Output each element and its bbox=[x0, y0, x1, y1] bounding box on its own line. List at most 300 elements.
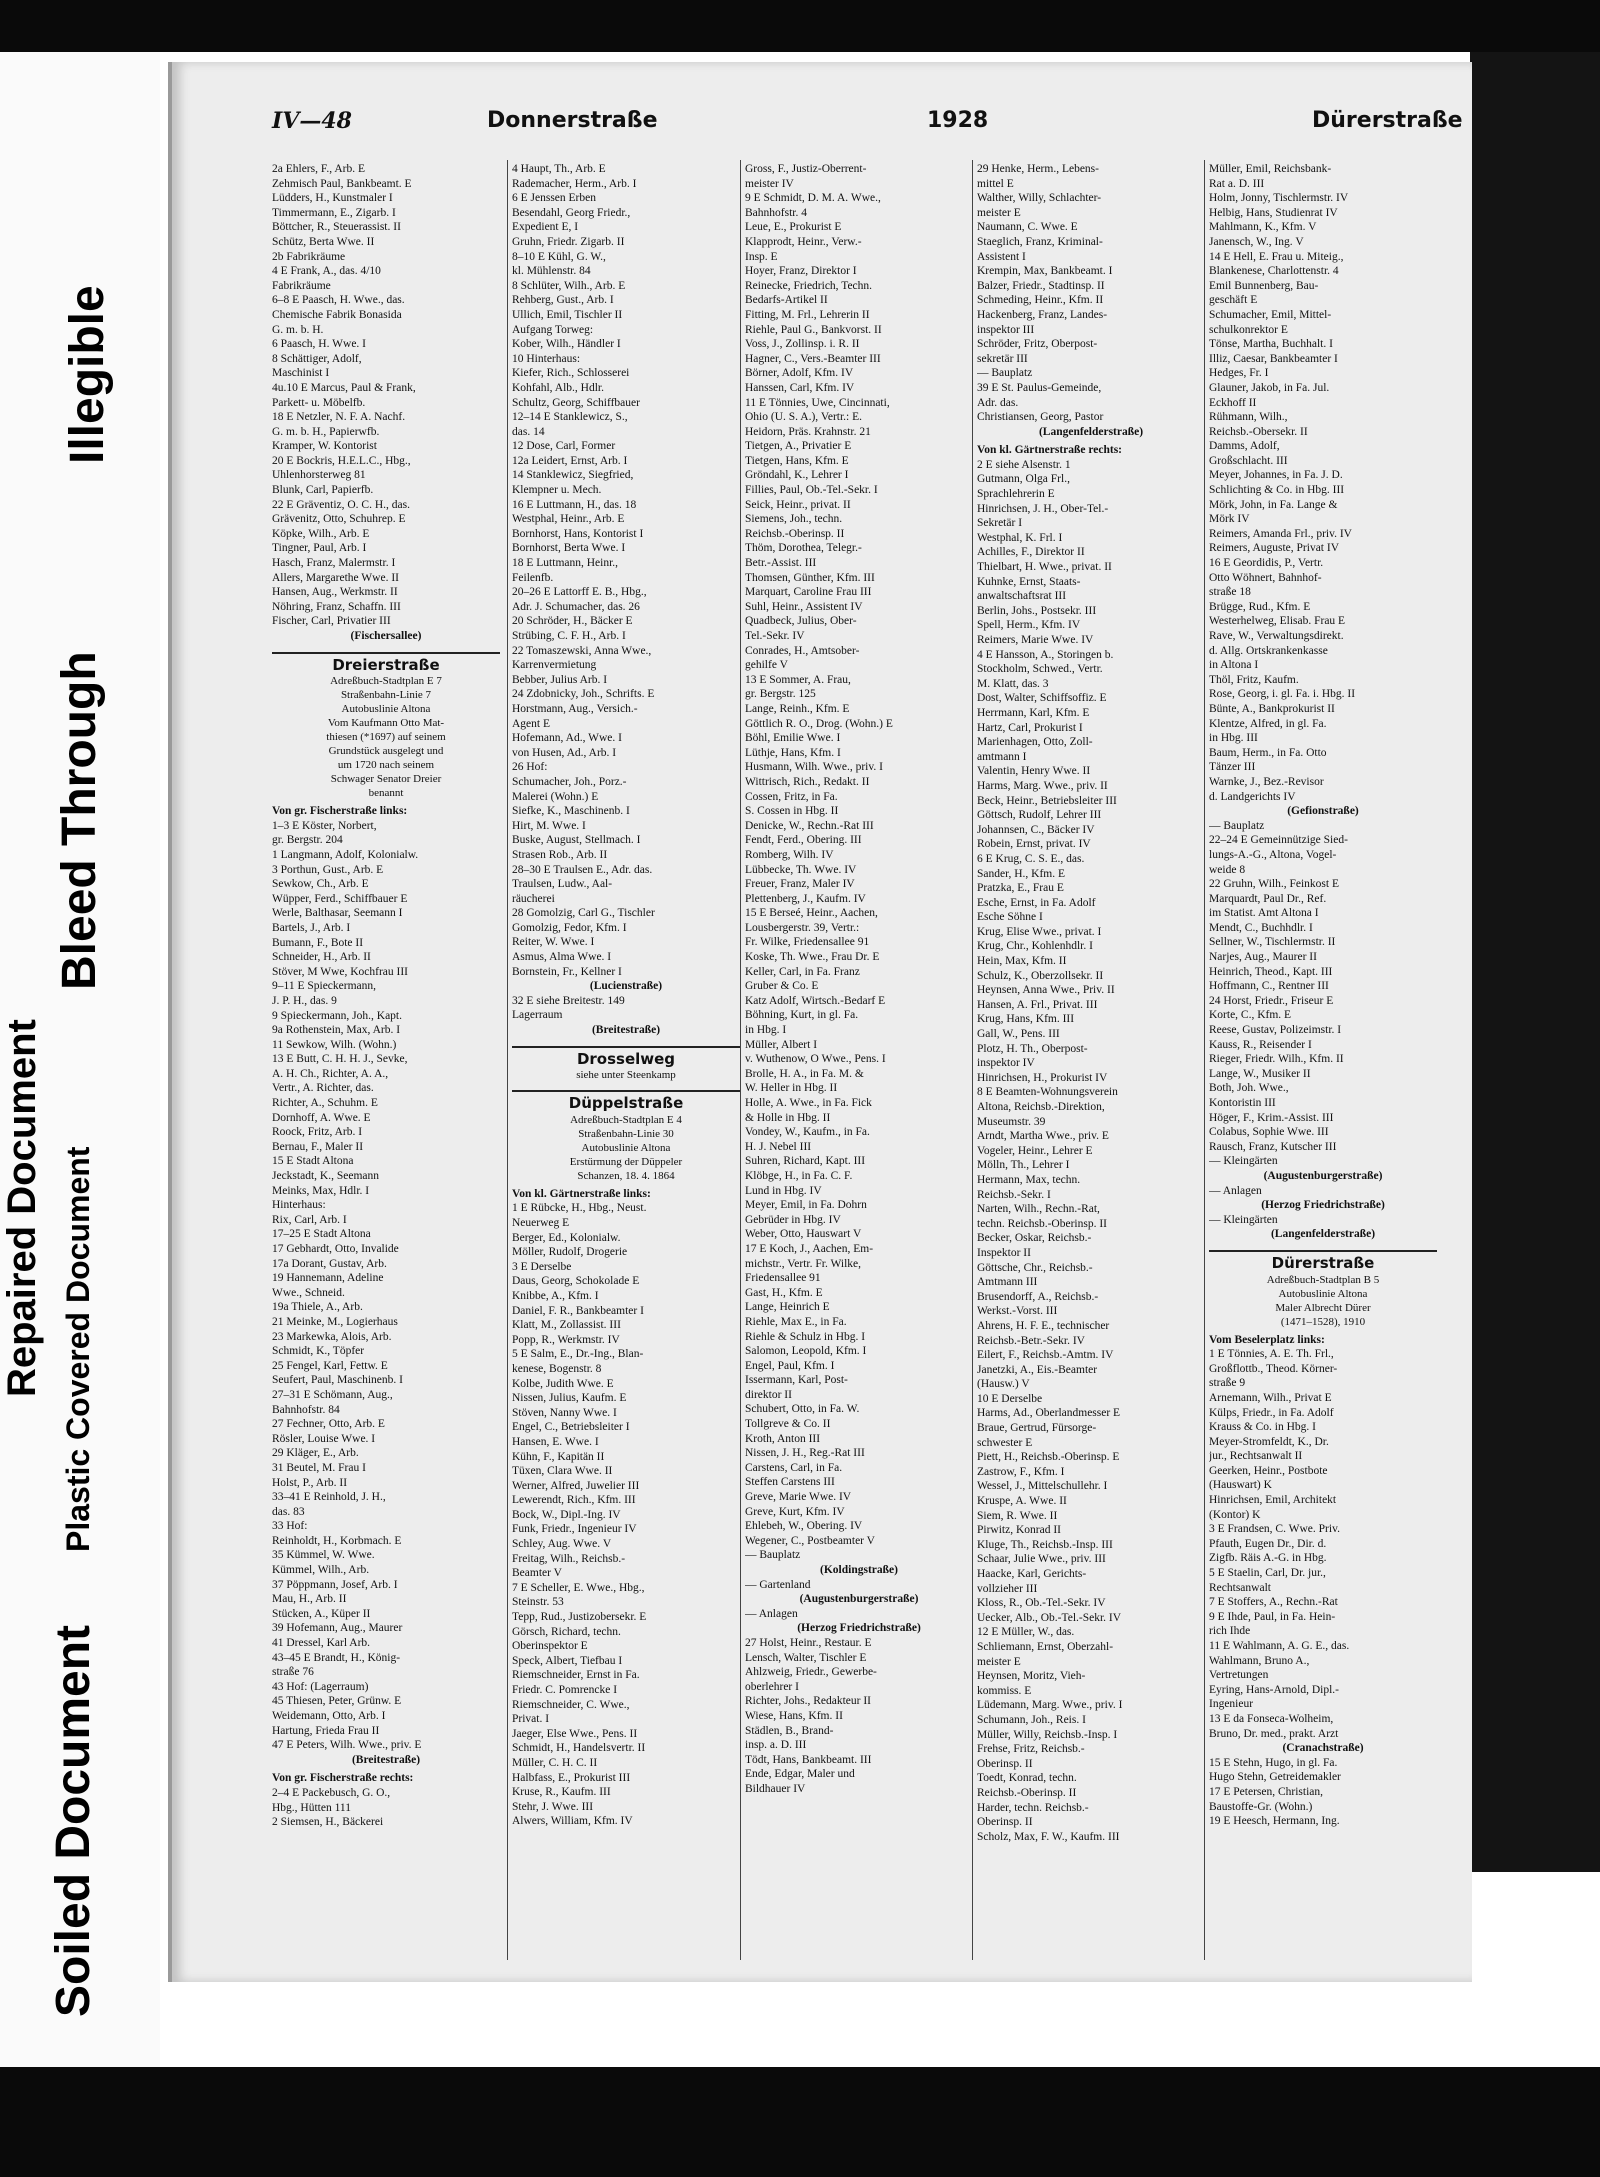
directory-entry: Wwe., Schneid. bbox=[272, 1286, 345, 1299]
directory-entry: Suhl, Heinr., Assistent IV bbox=[745, 600, 863, 613]
directory-entry: 16 E Luttmann, H., das. 18 bbox=[512, 498, 637, 511]
directory-entry: Malerei (Wohn.) E bbox=[512, 790, 599, 803]
directory-entry: Jaeger, Else Wwe., Pens. II bbox=[512, 1727, 638, 1740]
directory-entry: Börner, Adolf, Kfm. IV bbox=[745, 367, 854, 380]
directory-entry: Schumann, Joh., Reis. I bbox=[977, 1713, 1086, 1726]
directory-entry: Schultz, Georg, Schiffbauer bbox=[512, 396, 640, 409]
directory-entry: Rösler, Louise Wwe. I bbox=[272, 1432, 376, 1445]
directory-entry: & Holle in Hbg. II bbox=[745, 1111, 831, 1124]
directory-entry: 17–25 E Stadt Altona bbox=[272, 1228, 371, 1241]
directory-entry: Janensch, W., Ing. V bbox=[1209, 235, 1304, 248]
directory-entry: Reese, Gustav, Polizeimstr. I bbox=[1209, 1024, 1342, 1037]
directory-entry: 41 Dressel, Karl Arb. bbox=[272, 1637, 371, 1650]
directory-entry: Christiansen, Georg, Pastor bbox=[977, 411, 1104, 424]
directory-entry: (Augustenburgerstraße) bbox=[1263, 1169, 1383, 1182]
directory-entry: 6 E Jenssen Erben bbox=[512, 192, 596, 205]
header-right-street: Dürerstraße bbox=[1312, 108, 1463, 133]
directory-entry: Lund in Hbg. IV bbox=[745, 1184, 822, 1197]
directory-entry: Gebrüder in Hbg. IV bbox=[745, 1213, 841, 1226]
directory-entry: Maschinist I bbox=[272, 367, 330, 380]
directory-entry: mittel E bbox=[977, 177, 1014, 190]
directory-entry: Ohio (U. S. A.), Vertr.: E. bbox=[745, 411, 863, 424]
directory-entry: Oberinsp. II bbox=[977, 1816, 1033, 1829]
directory-entry: von Husen, Ad., Arb. I bbox=[512, 746, 617, 759]
directory-entry: Reiter, W. Wwe. I bbox=[512, 936, 595, 949]
directory-entry: Stockholm, Schwed., Vertr. bbox=[977, 663, 1103, 676]
directory-entry: 27 Fechner, Otto, Arb. E bbox=[272, 1418, 385, 1431]
directory-entry: Von kl. Gärtnerstraße links: bbox=[512, 1187, 651, 1200]
directory-entry: 31 Beutel, M. Frau I bbox=[272, 1461, 366, 1474]
directory-entry: Rausch, Franz, Kutscher III bbox=[1209, 1140, 1337, 1153]
directory-entry: Sekretär I bbox=[977, 517, 1023, 530]
directory-entry: Tollgreve & Co. II bbox=[745, 1418, 831, 1431]
directory-entry: Kruspe, A. Wwe. II bbox=[977, 1495, 1067, 1508]
directory-entry: Fillies, Paul, Ob.-Tel.-Sekr. I bbox=[745, 484, 878, 497]
directory-entry: M. Klatt, das. 3 bbox=[977, 677, 1049, 690]
directory-entry: Glauner, Jakob, in Fa. Jul. bbox=[1209, 381, 1330, 394]
directory-entry: Reimers, Auguste, Privat IV bbox=[1209, 542, 1339, 555]
directory-entry: Marquardt, Paul Dr., Ref. bbox=[1209, 892, 1327, 905]
directory-entry: A. H. Ch., Richter, A. A., bbox=[272, 1067, 389, 1080]
directory-entry: Thomsen, Günther, Kfm. III bbox=[745, 571, 875, 584]
directory-entry: Meinks, Max, Hdlr. I bbox=[272, 1184, 370, 1197]
condition-labels bbox=[0, 52, 160, 2067]
directory-entry: sekretär III bbox=[977, 352, 1028, 365]
directory-entry: schulkonrektor E bbox=[1209, 323, 1288, 336]
street-info: Schwager Senator Dreier bbox=[330, 773, 442, 786]
directory-entry: Hirt, M. Wwe. I bbox=[512, 819, 586, 832]
directory-entry: Tietgen, A., Privatier E bbox=[745, 440, 852, 453]
directory-entry: 4 Haupt, Th., Arb. E bbox=[512, 163, 606, 175]
directory-entry: Cossen, Fritz, in Fa. bbox=[745, 790, 838, 803]
directory-entry: Tönse, Martha, Buchhalt. I bbox=[1209, 338, 1333, 351]
directory-entry: Gruber & Co. E bbox=[745, 980, 819, 993]
directory-entry: Meyer, Johannes, in Fa. J. D. bbox=[1209, 469, 1343, 482]
directory-entry: 9a Rothenstein, Max, Arb. I bbox=[272, 1024, 401, 1037]
directory-entry: S. Cossen in Hbg. II bbox=[745, 805, 839, 818]
directory-entry: Museumstr. 39 bbox=[977, 1115, 1046, 1128]
directory-entry: Toedt, Konrad, techn. bbox=[977, 1772, 1077, 1785]
street-info: um 1720 nach seinem bbox=[337, 759, 435, 772]
directory-entry: schwester E bbox=[977, 1436, 1033, 1449]
directory-entry: 29 Henke, Herm., Lebens- bbox=[977, 163, 1099, 175]
directory-entry: Thöl, Fritz, Kaufm. bbox=[1209, 673, 1299, 686]
directory-entry: 15 E Stadt Altona bbox=[272, 1155, 354, 1168]
directory-entry: Suhren, Richard, Kapt. III bbox=[745, 1155, 866, 1168]
directory-entry: 20–26 E Lattorff E. B., Hbg., bbox=[512, 586, 647, 599]
directory-entry: Romberg, Wilh. IV bbox=[745, 848, 834, 861]
directory-entry: Halbfass, E., Prokurist III bbox=[512, 1771, 631, 1784]
directory-entry: in Hbg. III bbox=[1209, 732, 1258, 745]
directory-entry: Piett, H., Reichsb.-Oberinsp. E bbox=[977, 1451, 1120, 1464]
directory-entry: Schumacher, Joh., Porz.- bbox=[512, 775, 627, 788]
directory-entry: kl. Mühlenstr. 84 bbox=[512, 265, 591, 278]
directory-entry: 5 E Staelin, Carl, Dr. jur., bbox=[1209, 1567, 1326, 1580]
directory-entry: Staeglich, Franz, Kriminal- bbox=[977, 235, 1103, 248]
directory-entry: 6 E Krug, C. S. E., das. bbox=[977, 852, 1085, 865]
directory-entry: Besendahl, Georg Friedr., bbox=[512, 206, 631, 219]
directory-entry: Johannsen, C., Bäcker IV bbox=[977, 823, 1095, 836]
directory-entry: 29 Kläger, E., Arb. bbox=[272, 1447, 359, 1460]
street-info: Straßenbahn-Linie 30 bbox=[578, 1127, 674, 1140]
directory-entry: 25 Fengel, Karl, Fettw. E bbox=[272, 1359, 388, 1372]
directory-entry: Schmidt, H., Handelsvertr. II bbox=[512, 1742, 646, 1755]
directory-entry: 2 E siehe Alsenstr. 1 bbox=[977, 458, 1071, 471]
directory-entry: (Breitestraße) bbox=[591, 1024, 661, 1037]
directory-entry: Kloss, R., Ob.-Tel.-Sekr. IV bbox=[977, 1597, 1106, 1610]
directory-entry: Holst, P., Arb. II bbox=[272, 1476, 348, 1489]
directory-entry: Hofemann, Ad., Wwe. I bbox=[512, 732, 622, 745]
directory-entry: Gröndahl, K., Lehrer I bbox=[745, 469, 849, 482]
directory-entry: Plettenberg, J., Kaufm. IV bbox=[745, 892, 866, 905]
directory-entry: (Herzog Friedrichstraße) bbox=[797, 1622, 921, 1635]
directory-entry: Achilles, F., Direktor II bbox=[977, 546, 1085, 559]
directory-entry: 39 Hofemann, Aug., Maurer bbox=[272, 1622, 403, 1635]
directory-entry: Rechtsanwalt bbox=[1209, 1581, 1271, 1594]
directory-entry: Vogeler, Heinr., Lehrer E bbox=[977, 1144, 1093, 1157]
directory-entry: Gomolzig, Fedor, Kfm. I bbox=[512, 921, 627, 934]
directory-entry: Oberinsp. II bbox=[977, 1757, 1033, 1770]
directory-entry: 14 E Hell, E. Frau u. Miteig., bbox=[1209, 250, 1344, 263]
directory-entry: Berger, Ed., Kolonialw. bbox=[512, 1231, 621, 1244]
directory-entry: Riehle, Paul G., Bankvorst. II bbox=[745, 323, 882, 336]
directory-entry: Siem, R. Wwe. II bbox=[977, 1509, 1058, 1522]
directory-entry: Vertr., A. Richter, das. bbox=[272, 1082, 374, 1095]
label-bleed-through: Bleed Through bbox=[53, 651, 106, 990]
directory-entry: Betr.-Assist. III bbox=[745, 557, 817, 570]
directory-entry: Reichsb.-Oberinsp. II bbox=[977, 1786, 1077, 1799]
directory-entry: Bumann, F., Bote II bbox=[272, 936, 364, 949]
directory-entry: Tänzer III bbox=[1209, 761, 1256, 774]
directory-entry: Hartung, Frieda Frau II bbox=[272, 1724, 380, 1737]
directory-entry: Adr. J. Schumacher, das. 26 bbox=[512, 600, 640, 613]
directory-entry: vollzieher III bbox=[977, 1582, 1038, 1595]
directory-entry: Allers, Margarethe Wwe. II bbox=[272, 571, 399, 584]
directory-entry: weide 8 bbox=[1209, 863, 1246, 876]
directory-entry: 18 E Luttmann, Heinr., bbox=[512, 557, 619, 570]
directory-entry: Rademacher, Herm., Arb. I bbox=[512, 177, 637, 190]
directory-entry: Harms, Marg. Wwe., priv. II bbox=[977, 779, 1108, 792]
directory-entry: Klatt, M., Zollassist. III bbox=[512, 1319, 621, 1332]
directory-entry: Hoyer, Franz, Direktor I bbox=[745, 265, 857, 278]
street-info: siehe unter Steenkamp bbox=[576, 1069, 676, 1082]
directory-entry: 11 E Tönnies, Uwe, Cincinnati, bbox=[745, 396, 890, 409]
directory-entry: Reimers, Marie Wwe. IV bbox=[977, 634, 1094, 646]
scan-border-top bbox=[0, 0, 1600, 52]
directory-entry: Stehr, J. Wwe. III bbox=[512, 1800, 594, 1813]
directory-entry: — Bauplatz bbox=[977, 367, 1033, 380]
directory-entry: Privat. I bbox=[512, 1713, 550, 1726]
directory-entry: Arndt, Martha Wwe., priv. E bbox=[977, 1130, 1109, 1143]
directory-entry: Müller, Willy, Reichsb.-Insp. I bbox=[977, 1728, 1118, 1741]
directory-entry: 13 E Sommer, A. Frau, bbox=[745, 673, 851, 686]
directory-entry: Krug, Chr., Kohlenhdlr. I bbox=[977, 940, 1093, 953]
directory-entry: Klapprodt, Heinr., Verw.- bbox=[745, 235, 862, 248]
directory-entry: Sellner, W., Tischlermstr. II bbox=[1209, 936, 1336, 949]
directory-entry: Hoffmann, C., Rentner III bbox=[1209, 980, 1329, 993]
directory-entry: 18 E Netzler, N. F. A. Nachf. bbox=[272, 411, 406, 424]
directory-entry: Rühmann, Wilh., bbox=[1209, 411, 1288, 424]
street-info: Autobuslinie Altona bbox=[581, 1141, 671, 1154]
directory-entry: 19 E Heesch, Hermann, Ing. bbox=[1209, 1815, 1340, 1828]
directory-entry: Jeckstadt, K., Seemann bbox=[272, 1170, 379, 1183]
directory-entry: Schmeding, Heinr., Kfm. II bbox=[977, 294, 1104, 307]
directory-entry: 8 Schlüter, Wilh., Arb. E bbox=[512, 279, 626, 292]
directory-entry: (Fischersallee) bbox=[350, 630, 422, 642]
directory-entry: Tödt, Hans, Bankbeamt. III bbox=[745, 1753, 872, 1766]
directory-entry: Freitag, Wilh., Reichsb.- bbox=[512, 1552, 626, 1565]
directory-entry: Göttlich R. O., Drog. (Wohn.) E bbox=[745, 717, 893, 730]
directory-entry: Rehberg, Gust., Arb. I bbox=[512, 294, 614, 307]
directory-entry: Keller, Carl, in Fa. Franz bbox=[745, 965, 860, 978]
directory-entry: Nissen, J. H., Reg.-Rat III bbox=[745, 1447, 865, 1460]
directory-entry: Amtmann III bbox=[977, 1276, 1038, 1289]
directory-entry: Hartz, Carl, Prokurist I bbox=[977, 721, 1083, 734]
directory-entry: 19 Hannemann, Adeline bbox=[272, 1272, 384, 1285]
header-year: 1928 bbox=[927, 108, 989, 133]
street-title: Dürerstraße bbox=[1209, 1250, 1437, 1271]
directory-entry: 43 Hof: (Lagerraum) bbox=[272, 1680, 369, 1693]
directory-entry: Wegener, C., Postbeamter V bbox=[745, 1534, 875, 1547]
directory-entry: Issermann, Karl, Post- bbox=[745, 1374, 848, 1387]
directory-entry: 39 E St. Paulus-Gemeinde, bbox=[977, 381, 1102, 394]
directory-entry: Hbg., Hütten 111 bbox=[272, 1801, 352, 1814]
directory-entry: Freuer, Franz, Maler IV bbox=[745, 878, 855, 891]
directory-entry: 20 Schröder, H., Bäcker E bbox=[512, 615, 633, 628]
directory-entry: Riehle, Max E., in Fa. bbox=[745, 1315, 847, 1328]
label-illegible: Illegible bbox=[61, 285, 114, 464]
directory-entry: Mörk, John, in Fa. Lange & bbox=[1209, 498, 1338, 511]
street-info: Schanzen, 18. 4. 1864 bbox=[577, 1169, 675, 1182]
directory-entry: Scholz, Max, F. W., Kaufm. III bbox=[977, 1830, 1120, 1843]
directory-entry: 7 E Stoffers, A., Rechn.-Rat bbox=[1209, 1596, 1338, 1609]
directory-entry: Korte, C., Kfm. E bbox=[1209, 1009, 1292, 1022]
directory-entry: d. Allg. Ortskrankenkasse bbox=[1209, 644, 1328, 657]
directory-entry: Kühn, F., Kapitän II bbox=[512, 1450, 605, 1463]
directory-entry: 6–8 E Paasch, H. Wwe., das. bbox=[272, 294, 405, 307]
directory-entry: Nissen, Julius, Kaufm. E bbox=[512, 1392, 627, 1405]
directory-entry: Braue, Gertrud, Fürsorge- bbox=[977, 1422, 1097, 1435]
directory-entry: 13 E Butt, C. H. H. J., Sevke, bbox=[272, 1053, 408, 1066]
directory-entry: Beck, Heinr., Betriebsleiter III bbox=[977, 794, 1117, 807]
directory-entry: 10 E Derselbe bbox=[977, 1392, 1043, 1405]
street-info: Adreßbuch-Stadtplan E 4 bbox=[570, 1113, 682, 1126]
directory-entry: Helbig, Hans, Studienrat IV bbox=[1209, 206, 1338, 219]
directory-entry: Lüdemann, Marg. Wwe., priv. I bbox=[977, 1699, 1123, 1712]
directory-entry: oberlehrer I bbox=[745, 1680, 799, 1693]
directory-entry: 1 E Rübcke, H., Hbg., Neust. bbox=[512, 1202, 647, 1215]
directory-entry: Alwers, William, Kfm. IV bbox=[512, 1815, 633, 1828]
directory-entry: Brügge, Rud., Kfm. E bbox=[1209, 600, 1311, 613]
directory-entry: Roock, Fritz, Arb. I bbox=[272, 1126, 363, 1139]
directory-entry: Lange, W., Musiker II bbox=[1209, 1067, 1311, 1080]
directory-entry: Lewerendt, Rich., Kfm. III bbox=[512, 1494, 636, 1507]
directory-entry: W. Heller in Hbg. II bbox=[745, 1082, 838, 1095]
directory-entry: Kümmel, Wilh., Arb. bbox=[272, 1564, 370, 1577]
directory-entry: Reichsb.-Obersekr. II bbox=[1209, 425, 1308, 438]
column-rule bbox=[507, 160, 508, 1960]
directory-entry: 2a Ehlers, F., Arb. E bbox=[272, 163, 365, 175]
directory-entry: Ingenieur bbox=[1209, 1698, 1254, 1711]
directory-entry: Ahlzweig, Friedr., Gewerbe- bbox=[745, 1666, 877, 1679]
directory-entry: Uhlenhorsterweg 81 bbox=[272, 469, 366, 482]
directory-entry: Husmann, Wilh. Wwe., priv. I bbox=[745, 761, 883, 774]
directory-entry: Rieger, Friedr. Wilh., Kfm. II bbox=[1209, 1053, 1344, 1066]
directory-entry: Riemschneider, C. Wwe., bbox=[512, 1698, 630, 1711]
directory-entry: Aufgang Torweg: bbox=[512, 323, 594, 336]
directory-entry: Traulsen, Ludw., Aal- bbox=[512, 878, 613, 891]
directory-entry: Haacke, Karl, Gerichts- bbox=[977, 1568, 1087, 1580]
directory-entry: Schmidt, K., Töpfer bbox=[272, 1345, 365, 1358]
directory-entry: meister E bbox=[977, 1655, 1021, 1668]
directory-entry: Vertretungen bbox=[1209, 1669, 1269, 1682]
directory-entry: insp. a. D. III bbox=[745, 1739, 807, 1752]
directory-entry: (Langenfelderstraße) bbox=[1038, 425, 1144, 438]
directory-entry: 22 Tomaszewski, Anna Wwe., bbox=[512, 644, 652, 657]
directory-entry: Heinrich, Theod., Kapt. III bbox=[1209, 965, 1333, 978]
directory-entry: Arnemann, Wilh., Privat E bbox=[1209, 1391, 1332, 1404]
directory-entry: in Hbg. I bbox=[745, 1024, 787, 1037]
directory-entry: — Kleingärten bbox=[1209, 1155, 1278, 1168]
directory-entry: Becker, Oskar, Reichsb.- bbox=[977, 1232, 1092, 1245]
directory-entry: — Anlagen bbox=[1209, 1184, 1262, 1197]
directory-entry: Westerhelweg, Elisab. Frau E bbox=[1209, 615, 1346, 628]
directory-entry: 43–45 E Brandt, H., König- bbox=[272, 1651, 401, 1664]
directory-entry: Hasch, Franz, Malermstr. I bbox=[272, 557, 396, 570]
directory-entry: Mau, H., Arb. II bbox=[272, 1593, 347, 1606]
directory-entry: 1–3 E Köster, Norbert, bbox=[272, 819, 377, 832]
directory-entry: Strasen Rob., Arb. II bbox=[512, 848, 608, 861]
directory-entry: Eyring, Hans-Arnold, Dipl.- bbox=[1209, 1683, 1339, 1696]
directory-entry: 28 Gomolzig, Carl G., Tischler bbox=[512, 907, 655, 920]
directory-entry: Weidemann, Otto, Arb. I bbox=[272, 1710, 386, 1722]
directory-entry: gr. Bergstr. 125 bbox=[745, 688, 816, 701]
directory-entry: Steinstr. 53 bbox=[512, 1596, 564, 1609]
directory-entry: Adr. das. bbox=[977, 396, 1019, 409]
directory-entry: Müller, Emil, Reichsbank- bbox=[1209, 163, 1332, 175]
directory-entry: Bebber, Julius Arb. I bbox=[512, 673, 608, 686]
directory-entry: Lange, Reinh., Kfm. E bbox=[745, 702, 850, 715]
directory-entry: Sander, H., Kfm. E bbox=[977, 867, 1066, 880]
directory-entry: (Kontor) K bbox=[1209, 1508, 1261, 1521]
directory-entry: Gast, H., Kfm. E bbox=[745, 1286, 823, 1299]
directory-entry: Insp. E bbox=[745, 250, 778, 263]
directory-entry: Tietgen, Hans, Kfm. E bbox=[745, 454, 849, 467]
directory-entry: 10 Hinterhaus: bbox=[512, 352, 581, 365]
directory-entry: Lagerraum bbox=[512, 1009, 563, 1022]
directory-entry: — Bauplatz bbox=[745, 1549, 801, 1562]
directory-entry: Lensch, Walter, Tischler E bbox=[745, 1651, 867, 1664]
scan-border-bottom bbox=[0, 2067, 1600, 2177]
directory-entry: Stöven, Nanny Wwe. I bbox=[512, 1406, 617, 1419]
directory-entry: Holle, A. Wwe., in Fa. Fick bbox=[745, 1097, 872, 1109]
directory-entry: 27 Holst, Heinr., Restaur. E bbox=[745, 1636, 872, 1649]
directory-entry: Müller, Albert I bbox=[745, 1038, 818, 1051]
directory-entry: (Lucienstraße) bbox=[589, 980, 663, 993]
directory-entry: Pirwitz, Konrad II bbox=[977, 1524, 1061, 1537]
directory-entry: meister E bbox=[977, 206, 1021, 219]
directory-entry: 8 E Beamten-Wohnungsverein bbox=[977, 1086, 1118, 1099]
directory-entry: Ahrens, H. F. E., technischer bbox=[977, 1319, 1110, 1332]
directory-entry: kenese, Bogenstr. 8 bbox=[512, 1362, 602, 1375]
directory-entry: Koske, Th. Wwe., Frau Dr. E bbox=[745, 951, 880, 964]
directory-entry: Reinholdt, H., Korbmach. E bbox=[272, 1534, 402, 1547]
directory-entry: 1 Langmann, Adolf, Kolonialw. bbox=[272, 848, 419, 861]
directory-entry: Krug, Hans, Kfm. III bbox=[977, 1013, 1075, 1026]
directory-entry: Eckhoff II bbox=[1209, 396, 1257, 409]
directory-entry: Hinrichsen, Emil, Architekt bbox=[1209, 1494, 1337, 1507]
directory-entry: 1 E Tönnies, A. E. Th. Frl., bbox=[1209, 1348, 1334, 1361]
directory-entry: Mahlmann, K., Kfm. V bbox=[1209, 221, 1317, 234]
directory-entry: Harms, Ad., Oberlandmesser E bbox=[977, 1407, 1121, 1420]
directory-entry: Salomon, Leopold, Kfm. I bbox=[745, 1345, 867, 1358]
label-repaired-document: Repaired Document bbox=[0, 1019, 44, 1397]
directory-entry: kommiss. E bbox=[977, 1684, 1032, 1697]
directory-entry: Hermann, Max, techn. bbox=[977, 1173, 1081, 1186]
scan-border-right bbox=[1470, 52, 1600, 1872]
directory-entry: 15 E Berseé, Heinr., Aachen, bbox=[745, 907, 878, 920]
directory-entry: Narjes, Aug., Maurer II bbox=[1209, 951, 1317, 964]
directory-entry: Reichsb.-Betr.-Sekr. IV bbox=[977, 1334, 1085, 1347]
directory-entry: 35 Kümmel, W. Wwe. bbox=[272, 1549, 375, 1562]
directory-entry: Werkst.-Vorst. III bbox=[977, 1305, 1058, 1318]
directory-entry: techn. Reichsb.-Oberinsp. II bbox=[977, 1217, 1107, 1230]
directory-entry: (Gefionstraße) bbox=[1287, 805, 1359, 818]
directory-entry: 28–30 E Traulsen E., Adr. das. bbox=[512, 863, 653, 876]
directory-entry: Esche Söhne I bbox=[977, 911, 1043, 924]
directory-column-2 bbox=[512, 162, 740, 1962]
directory-entry: 23 Markewka, Alois, Arb. bbox=[272, 1330, 392, 1343]
directory-entry: J. P. H., das. 9 bbox=[272, 994, 337, 1007]
directory-entry: Schley, Aug. Wwe. V bbox=[512, 1538, 612, 1551]
directory-entry: Fitting, M. Frl., Lehrerin II bbox=[745, 308, 870, 321]
page-header bbox=[272, 108, 1463, 138]
directory-entry: anwaltschaftsrat III bbox=[977, 590, 1067, 603]
directory-entry: Berlin, Johs., Postsekr. III bbox=[977, 604, 1097, 617]
header-left-street: Donnerstraße bbox=[487, 108, 658, 133]
directory-entry: Damms, Adolf, bbox=[1209, 440, 1280, 453]
directory-entry: Spell, Herm., Kfm. IV bbox=[977, 619, 1081, 632]
directory-entry: Seufert, Paul, Maschinenb. I bbox=[272, 1374, 403, 1387]
label-soiled-document: Soiled Document bbox=[47, 1624, 100, 2017]
directory-entry: Hinterhaus: bbox=[272, 1199, 326, 1212]
directory-entry: Bock, W., Dipl.-Ing. IV bbox=[512, 1508, 621, 1521]
directory-entry: 8–10 E Kühl, G. W., bbox=[512, 250, 606, 263]
directory-entry: Agent E bbox=[512, 717, 551, 730]
directory-entry: Hansen, E. Wwe. I bbox=[512, 1435, 599, 1448]
street-title: Düppelstraße bbox=[512, 1090, 740, 1111]
directory-entry: Zigfb. Räis A.-G. in Hbg. bbox=[1209, 1552, 1327, 1565]
directory-entry: Hansen, Aug., Werkmstr. II bbox=[272, 586, 398, 599]
directory-entry: Müller, C. H. C. II bbox=[512, 1756, 598, 1769]
directory-entry: Krug, Elise Wwe., privat. I bbox=[977, 925, 1102, 938]
directory-entry: Kroth, Anton III bbox=[745, 1432, 821, 1445]
directory-entry: Geerken, Heinr., Postbote bbox=[1209, 1464, 1328, 1477]
directory-entry: Hanssen, Carl, Kfm. IV bbox=[745, 381, 855, 394]
directory-entry: 12 Dose, Carl, Former bbox=[512, 440, 616, 453]
street-info: Adreßbuch-Stadtplan E 7 bbox=[330, 675, 442, 688]
directory-entry: Schütz, Berta Wwe. II bbox=[272, 235, 375, 248]
directory-entry: Walther, Willy, Schlachter- bbox=[977, 192, 1102, 205]
directory-entry: jur., Rechtsanwalt II bbox=[1209, 1450, 1303, 1463]
directory-entry: Göttsche, Chr., Reichsb.- bbox=[977, 1261, 1093, 1274]
directory-entry: Schumacher, Emil, Mittel- bbox=[1209, 308, 1332, 321]
directory-entry: straße 9 bbox=[1209, 1377, 1246, 1390]
directory-entry: — Kleingärten bbox=[1209, 1213, 1278, 1226]
directory-entry: Kober, Wilh., Händler I bbox=[512, 338, 621, 351]
directory-entry: Thielbart, H. Wwe., privat. II bbox=[977, 561, 1112, 574]
directory-entry: Fr. Wilke, Friedensallee 91 bbox=[745, 936, 870, 949]
